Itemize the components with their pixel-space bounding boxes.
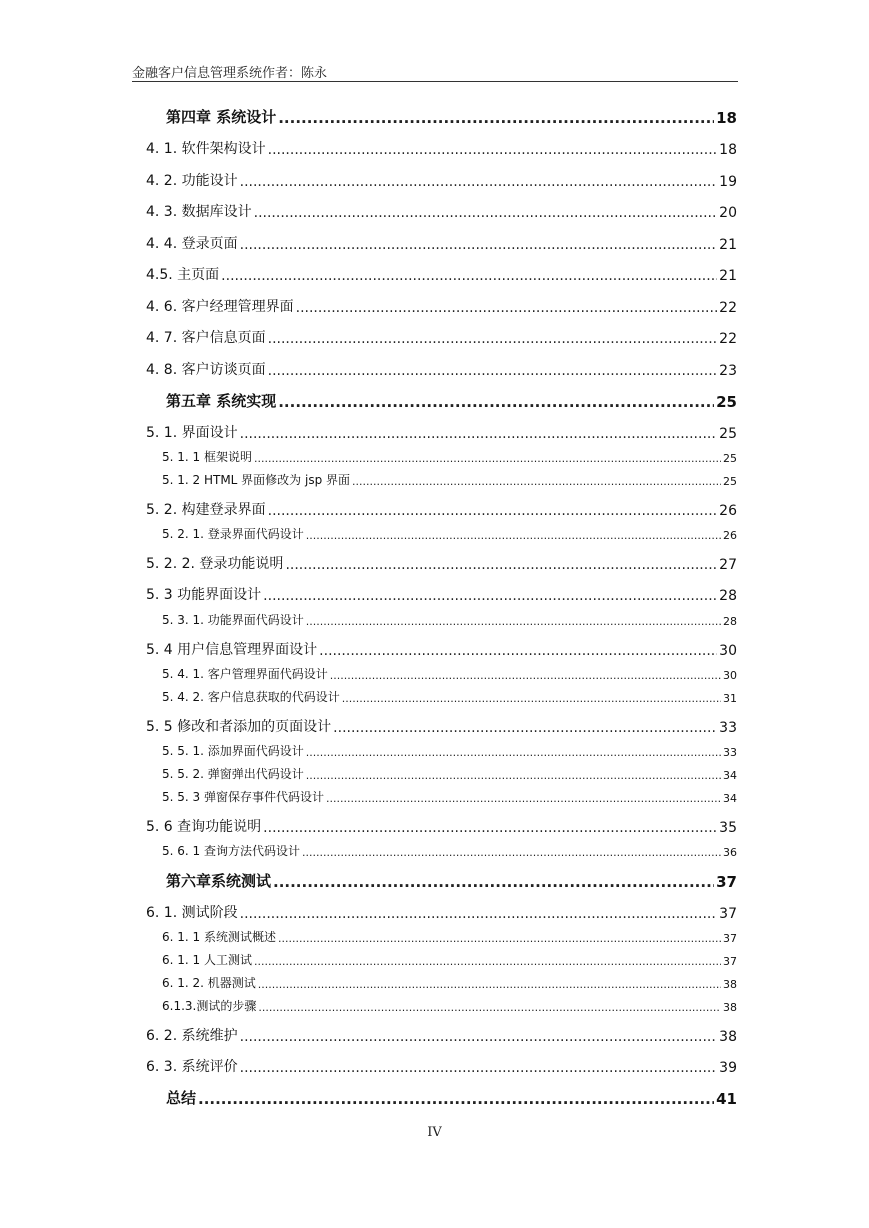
toc-entry[interactable]	[166, 391, 737, 411]
toc-entry-page: 30	[719, 643, 737, 659]
toc-leader-dots	[263, 588, 717, 604]
toc-leader-dots	[240, 906, 718, 922]
toc-entry[interactable]	[146, 327, 737, 347]
toc-entry-page: 36	[723, 846, 737, 859]
toc-leader-dots	[198, 1090, 714, 1108]
toc-leader-dots	[278, 393, 714, 411]
toc-entry-page: 25	[723, 452, 737, 465]
toc-entry[interactable]	[146, 716, 737, 736]
toc-leader-dots	[342, 692, 721, 705]
toc-entry-page: 37	[723, 932, 737, 945]
toc-entry-title: 5. 6. 1 查询方法代码设计	[162, 844, 300, 858]
toc-entry-page: 37	[719, 906, 737, 922]
toc-leader-dots	[258, 978, 721, 991]
toc-entry-page: 28	[719, 588, 737, 604]
toc-leader-dots	[268, 142, 718, 158]
toc-entry-title: 4. 7. 客户信息页面	[146, 330, 266, 346]
toc-leader-dots	[254, 205, 718, 221]
toc-entry-title: 6. 3. 系统评价	[146, 1059, 238, 1075]
toc-leader-dots	[285, 557, 717, 573]
toc-leader-dots	[306, 769, 721, 782]
toc-entry[interactable]	[162, 522, 737, 542]
toc-entry-title: 6. 1. 1 系统测试概述	[162, 930, 276, 944]
toc-entry-page: 33	[723, 746, 737, 759]
toc-entry[interactable]	[146, 553, 737, 573]
toc-entry-page: 25	[719, 426, 737, 442]
toc-entry-title: 第五章 系统实现	[166, 392, 277, 410]
toc-leader-dots	[333, 720, 717, 736]
page-header: 金融客户信息管理系统作者：陈永	[132, 66, 328, 81]
toc-entry-page: 26	[719, 503, 737, 519]
toc-entry-title: 总结	[166, 1089, 197, 1107]
toc-entry-page: 23	[719, 363, 737, 379]
toc-entry-title: 5. 2. 构建登录界面	[146, 502, 266, 518]
toc-entry[interactable]	[166, 107, 737, 127]
toc-entry-page: 31	[723, 692, 737, 705]
toc-entry-page: 22	[719, 331, 737, 347]
toc-entry-title: 6.1.3.测试的步骤	[162, 999, 257, 1013]
toc-entry-page: 25	[723, 475, 737, 488]
toc-entry-page: 22	[719, 300, 737, 316]
toc-entry[interactable]	[146, 296, 737, 316]
toc-leader-dots	[306, 615, 721, 628]
toc-leader-dots	[278, 932, 721, 945]
toc-entry[interactable]	[146, 359, 737, 379]
toc-leader-dots	[330, 669, 721, 682]
toc-entry-title: 4. 4. 登录页面	[146, 236, 238, 252]
toc-entry[interactable]	[146, 1025, 737, 1045]
toc-entry[interactable]	[146, 233, 737, 253]
toc-entry-page: 38	[723, 978, 737, 991]
toc-entry-title: 5. 4 用户信息管理界面设计	[146, 642, 318, 658]
toc-entry-page: 27	[719, 557, 737, 573]
toc-leader-dots	[240, 1060, 718, 1076]
toc-entry[interactable]	[162, 468, 737, 488]
toc-entry-page: 33	[719, 720, 737, 736]
toc-leader-dots	[306, 746, 721, 759]
toc-entry-title: 5. 4. 2. 客户信息获取的代码设计	[162, 690, 340, 704]
toc-entry[interactable]	[162, 971, 737, 991]
toc-leader-dots	[240, 426, 718, 442]
toc-leader-dots	[296, 300, 718, 316]
toc-entry-title: 5. 2. 1. 登录界面代码设计	[162, 527, 304, 541]
toc-entry-page: 21	[719, 268, 737, 284]
toc-entry-page: 35	[719, 820, 737, 836]
toc-leader-dots	[240, 237, 718, 253]
toc-entry-page: 18	[716, 109, 737, 127]
page-number: IV	[427, 1125, 442, 1140]
toc-entry[interactable]	[162, 662, 737, 682]
toc-entry[interactable]	[162, 948, 737, 968]
toc-entry-page: 28	[723, 615, 737, 628]
toc-entry-title: 5. 1. 1 框架说明	[162, 450, 252, 464]
toc-entry[interactable]	[146, 170, 737, 190]
toc-entry[interactable]	[146, 499, 737, 519]
toc-entry-page: 34	[723, 769, 737, 782]
toc-entry-title: 6. 2. 系统维护	[146, 1028, 238, 1044]
toc-leader-dots	[306, 529, 721, 542]
toc-entry-page: 25	[716, 393, 737, 411]
toc-entry[interactable]	[146, 1056, 737, 1076]
toc-leader-dots	[221, 268, 717, 284]
toc-entry[interactable]	[162, 739, 737, 759]
toc-entry[interactable]	[166, 871, 737, 891]
toc-entry-page: 39	[719, 1060, 737, 1076]
toc-entry-page: 21	[719, 237, 737, 253]
toc-leader-dots	[319, 643, 717, 659]
toc-entry[interactable]	[146, 201, 737, 221]
toc-entry-title: 4. 8. 客户访谈页面	[146, 362, 266, 378]
toc-entry[interactable]	[162, 925, 737, 945]
toc-entry-page: 30	[723, 669, 737, 682]
toc-entry-title: 6. 1. 1 人工测试	[162, 953, 252, 967]
toc-entry[interactable]	[146, 816, 737, 836]
toc-entry-page: 41	[716, 1090, 737, 1108]
toc-entry[interactable]	[146, 138, 737, 158]
toc-entry-title: 4. 2. 功能设计	[146, 173, 238, 189]
toc-entry[interactable]	[146, 584, 737, 604]
toc-leader-dots	[268, 503, 718, 519]
toc-entry-title: 5. 5. 1. 添加界面代码设计	[162, 744, 304, 758]
toc-leader-dots	[258, 1001, 721, 1014]
toc-leader-dots	[278, 109, 714, 127]
toc-entry-page: 34	[723, 792, 737, 805]
toc-entry-title: 5. 6 查询功能说明	[146, 819, 262, 835]
toc-leader-dots	[263, 820, 717, 836]
toc-entry[interactable]	[166, 1088, 737, 1108]
toc-entry[interactable]	[146, 902, 737, 922]
toc-leader-dots	[302, 846, 721, 859]
toc-entry-page: 38	[723, 1001, 737, 1014]
toc-leader-dots	[326, 792, 721, 805]
toc-entry-page: 26	[723, 529, 737, 542]
toc-entry-page: 18	[719, 142, 737, 158]
toc-entry-title: 6. 1. 2. 机器测试	[162, 976, 256, 990]
toc-entry-title: 5. 5. 3 弹窗保存事件代码设计	[162, 790, 324, 804]
toc-leader-dots	[240, 174, 718, 190]
toc-entry-title: 4. 6. 客户经理管理界面	[146, 299, 294, 315]
toc-entry-title: 5. 5 修改和者添加的页面设计	[146, 719, 332, 735]
toc-entry[interactable]	[162, 994, 737, 1014]
toc-leader-dots	[254, 452, 721, 465]
toc-entry-title: 5. 3 功能界面设计	[146, 587, 262, 603]
toc-leader-dots	[273, 873, 714, 891]
toc-entry[interactable]	[146, 264, 737, 284]
toc-leader-dots	[254, 955, 721, 968]
toc-entry-title: 5. 2. 2. 登录功能说明	[146, 556, 284, 572]
toc-entry-title: 6. 1. 测试阶段	[146, 905, 238, 921]
toc-entry-title: 4. 1. 软件架构设计	[146, 141, 266, 157]
toc-entry-title: 5. 3. 1. 功能界面代码设计	[162, 613, 304, 627]
toc-entry[interactable]	[162, 785, 737, 805]
toc-entry-title: 第四章 系统设计	[166, 108, 277, 126]
toc-entry-title: 5. 1. 2 HTML 界面修改为 jsp 界面	[162, 473, 351, 487]
toc-leader-dots	[240, 1029, 718, 1045]
toc-entry[interactable]	[162, 608, 737, 628]
toc-entry[interactable]	[162, 685, 737, 705]
toc-entry-title: 4.5. 主页面	[146, 267, 220, 283]
toc-entry-page: 38	[719, 1029, 737, 1045]
toc-leader-dots	[352, 475, 721, 488]
toc-entry-page: 19	[719, 174, 737, 190]
toc-entry-page: 20	[719, 205, 737, 221]
toc-entry-title: 第六章系统测试	[166, 872, 272, 890]
toc-entry[interactable]	[162, 762, 737, 782]
toc-entry-page: 37	[723, 955, 737, 968]
toc-entry-title: 4. 3. 数据库设计	[146, 204, 252, 220]
toc-entry[interactable]	[146, 422, 737, 442]
toc-entry[interactable]	[162, 445, 737, 465]
toc-entry[interactable]	[146, 639, 737, 659]
toc-entry-page: 37	[716, 873, 737, 891]
toc-leader-dots	[268, 331, 718, 347]
toc-leader-dots	[268, 363, 718, 379]
toc-entry-title: 5. 5. 2. 弹窗弹出代码设计	[162, 767, 304, 781]
toc-entry-title: 5. 1. 界面设计	[146, 425, 238, 441]
toc-entry[interactable]	[162, 839, 737, 859]
toc-entry-title: 5. 4. 1. 客户管理界面代码设计	[162, 667, 328, 681]
